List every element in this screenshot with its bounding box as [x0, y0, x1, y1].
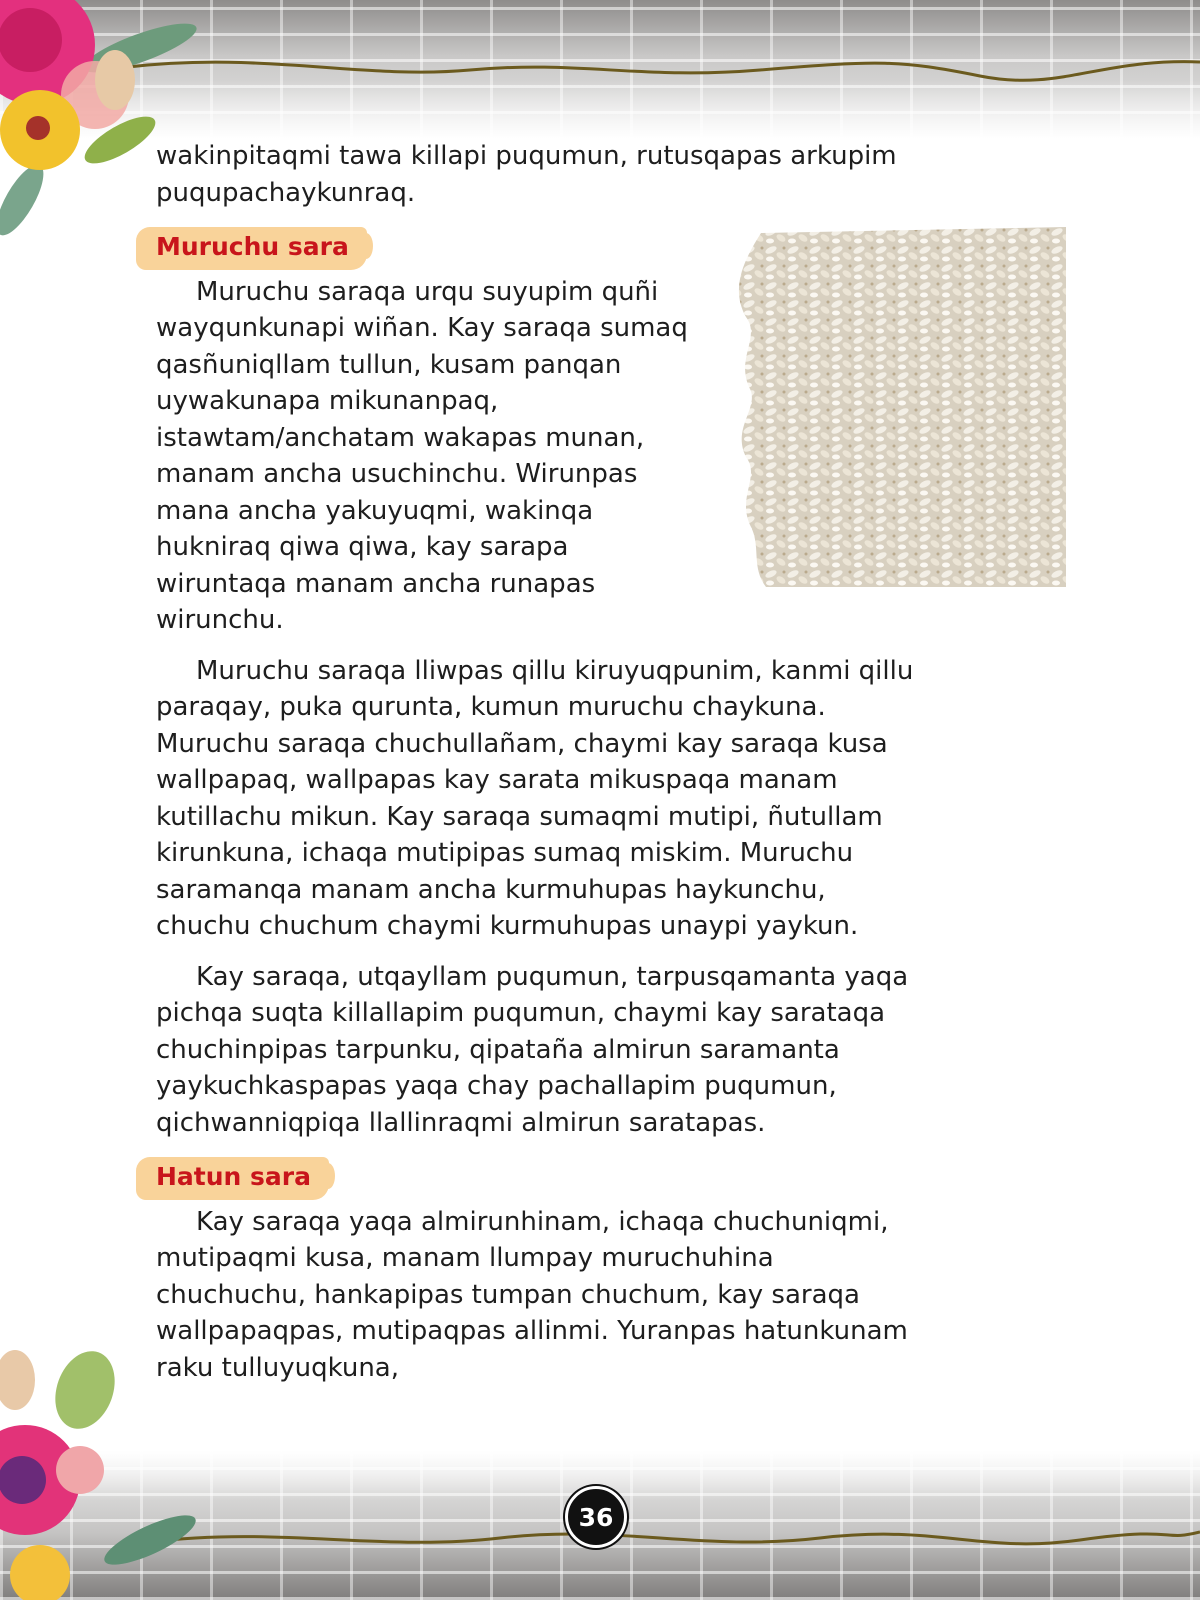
paragraph: Kay saraqa, utqayllam puqumun, tarpusqamanta yaqa pichqa suqta killallapim puqumun, chaymi kay sarataqa chuchinpipas tarpunku, qipataña almirun saramanta yaykuchkaspapas yaqa chay pachallapim puqumun, qichwanniqpiqa llallinraqmi almirun saratapas. — [156, 961, 909, 1138]
page-content — [156, 138, 916, 1400]
rice-grains-image — [721, 227, 1066, 587]
continuation-paragraph: wakinpitaqmi tawa killapi puqumun, rutusqapas arkupim puqupachaykunraq. — [156, 141, 897, 208]
section-heading-hatun-sara: Hatun sara — [136, 1157, 329, 1200]
page-number: 36 — [565, 1486, 627, 1548]
section-heading-muruchu-sara: Muruchu sara — [136, 227, 367, 270]
paragraph: Muruchu saraqa lliwpas qillu kiruyuqpunim, kanmi qillu paraqay, puka qurunta, kumun muruchu chaykuna. Muruchu saraqa chuchullañam, chaymi kay saraqa kusa wallpapaq, wallpapas kay sarata mikuspaqa manam kutillachu mikun. Kay saraqa sumaqmi mutipi, ñutullam kirunkuna, ichaqa mutipipas sumaq miskim. Muruchu saramanqa manam ancha kurmuhupas haykunchu, chuchu chuchum chaymi kurmuhupas unaypi yaykun. — [156, 655, 914, 941]
paragraph: Kay saraqa yaqa almirunhinam, ichaqa chuchuniqmi, mutipaqmi kusa, manam llumpay muruchuhina chuchuchu, hankapipas tumpan chuchum, kay saraqa wallpapaqpas, mutipaqpas allinmi. Yuranpas hatunkunam raku tulluyuqkuna, — [156, 1206, 908, 1383]
paragraph: Muruchu saraqa urqu suyupim quñi wayqunkunapi wiñan. Kay saraqa sumaq qasñuniqllam tullun, kusam panqan uywakunapa mikunanpaq, istawtam/anchatam wakapas munan, manam ancha usuchinchu. Wirunpas mana ancha yakuyuqmi, wakinqa hukniraq qiwa qiwa, kay sarapa wiruntaqa manam ancha runapas wirunchu. — [156, 276, 688, 635]
